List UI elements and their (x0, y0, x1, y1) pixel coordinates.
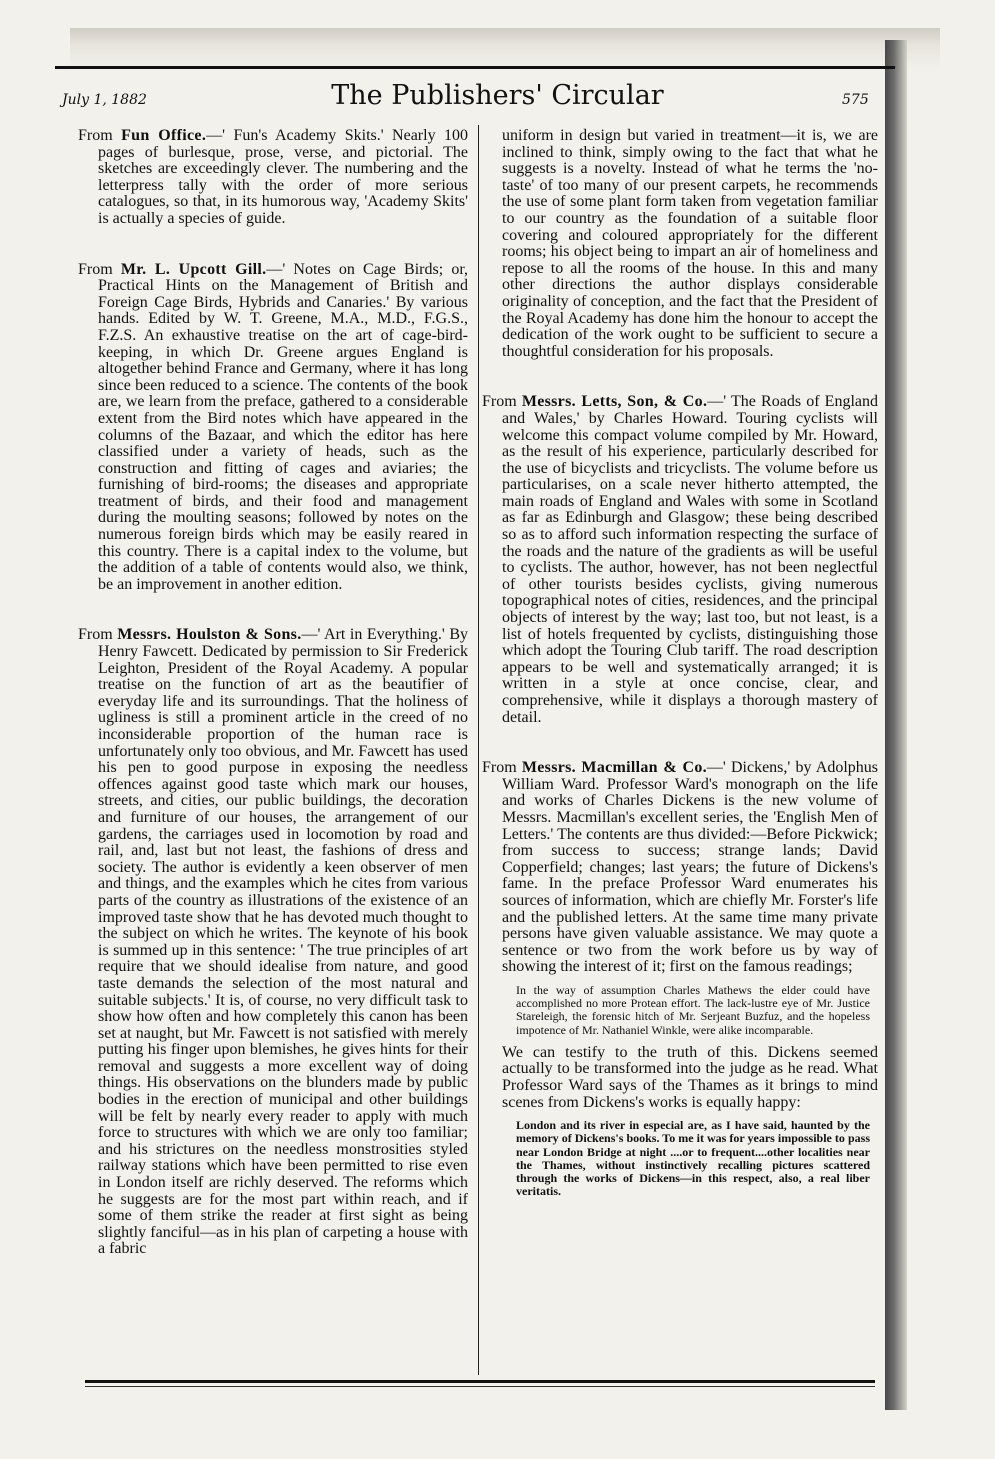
binding-edge (885, 40, 907, 1410)
entry-from: From (78, 626, 113, 644)
entry-text: —' The Roads of England and Wales,' by Charles Howard. Touring cyclists will welcome this compact volume compiled by Mr. Howard, as the result of his experience, particularly described for the use of bicyclists and tricyclists. The volume before us particularises, on a scale never hitherto attempted, the main roads of England and Wales with some in Scotland as far as Edinburgh and Glasgow; these being described so as to afford such information respecting the surface of the roads and the nature of the gradients as will be useful to cyclists. The author, however, has not been neglectful of other tourists besides cyclists, giving numerous topographical notes of cities, residences, and the principal objects of interest by the way; last too, but not least, is a list of hotels frequented by cyclists, distinguishing those which adopt the Touring Club tariff. The road description appears to be well and systematically arranged; it is written in a style at once concise, clear, and comprehensive, while it displays a thorough mastery of detail. (502, 393, 878, 726)
review-entry (482, 760, 878, 976)
entry-from: From (482, 393, 517, 411)
entry-text: —' Dickens,' by Adolphus William Ward. Professor Ward's monograph on the life and works of Charles Dickens is the new volume of Messrs. Macmillan's excellent series, the 'English Men of Letters.' The contents are thus divided:—Before Pickwick; from success to success; strange lands; David Copperfield; changes; last years; the future of Dickens's fame. In the preface Professor Ward enumerates his sources of information, which are chiefly Mr. Forster's life and the published letters. At the same time many private persons have given valuable assistance. We may quote a sentence or two from the work before us by way of showing the interest of it; first on the famous readings; (502, 759, 878, 976)
entry-from: From (482, 759, 517, 777)
continued-text: uniform in design but varied in treatment—it is, we are inclined to think, simply owing to the fact that what he suggests is a novelty. Instead of what he terms the 'no-taste' of too many of our present carpets, he recommends the use of some plant form taken from vegetation familiar to our country as the foundation of a suitable floor covering and coloured appropriately for the different rooms; his object being to impart an air of homeliness and repose to all the rooms of the house. In this and many other directions the author displays considerable originality of conception, and the fact that the President of the Royal Academy has done him the honour to accept the dedication of the work ought to be sufficient to secure a thoughtful consideration for his proposals. (502, 127, 878, 360)
entry-publisher: Messrs. Macmillan & Co. (521, 759, 707, 777)
entry-text: —' Notes on Cage Birds; or, Practical Hints on the Management of British and Foreign Cage Birds, Hybrids and Canaries.' By various hands. Edited by W. T. Greene, M.A., M.D., F.G.S., F.Z.S. An exhaustive treatise on the art of cage-bird-keeping, in which Dr. Greene argues England is altogether behind France and Germany, where it has long since been reduced to a science. The contents of the book are, we learn from the preface, gathered to a considerable extent from the Bird notes which have appeared in the columns of the Bazaar, and which the editor has here classified under a variety of heads, such as the construction and fitting of cages and aviaries; the furnishing of bird-rooms; the diseases and appropriate treatment of birds, and their food and management during the moulting seasons; followed by notes on the numerous foreign birds which may be easily reared in this country. There is a capital index to the volume, but the addition of a table of contents would also, we think, be an improvement in another edition. (98, 260, 469, 593)
entry-text: —' Art in Everything.' By Henry Fawcett. Dedicated by permission to Sir Frederick Leighton, President of the Royal Academy. A popular treatise on the function of art as the beautifier of everyday life and its surroundings. That the holiness of ugliness is still a prominent article in the creed of no inconsiderable proportion of the human race is unfortunately only too obvious, and Mr. Fawcett has used his pen to good purpose in exposing the needless offences against good taste which mark our houses, streets, and cities, our public buildings, the decoration and furniture of our houses, the arrangement of our gardens, the carriages used in locomotion by road and rail, and, last but not least, the fashions of dress and society. The author is evidently a keen observer of men and things, and the examples which he cites from various parts of the country as illustrations of the existence of an improved taste show that he has devoted much thought to the subject on which he writes. The keynote of his book is summed up in this sentence: ' The true principles of art require that we should idealise from nature, and good taste demands the selection of the most natural and suitable subjects.' It is, of course, no very difficult task to show how often and how completely this canon has been set at naught, but Mr. Fawcett is not satisfied with merely putting his finger upon blemishes, he gives hints for their removal and suggests a more excellent way of doing things. His observations on the blunders made by public bodies in the erection of municipal and other buildings will be felt by nearly every reader to apply with much force to structures with which we are only too familiar; and his strictures on the needless monstrosities styled railway stations which have been permitted to rise even in London itself are richly deserved. The reforms which he suggests are for the most part within reach, and if some of them strike the reader at first sight as being slightly fanciful—as in his plan of carpeting a house with a fabric (98, 626, 468, 1258)
entry-publisher: Mr. L. Upcott Gill. (120, 260, 267, 278)
body-paragraph: We can testify to the truth of this. Dickens seemed actually to be transformed into the judge as he read. What Professor Ward says of the Thames as it brings to mind scenes from Dickens's works is equally happy: (502, 1043, 878, 1111)
footer-rule-thin (85, 1386, 875, 1387)
header-rule (55, 66, 895, 69)
right-column (482, 128, 878, 1206)
entry-from: From (78, 127, 113, 144)
entry-publisher: Messrs. Letts, Son, & Co. (521, 393, 708, 411)
page-top-edge (70, 28, 940, 70)
entry-publisher: Messrs. Houlston & Sons. (117, 626, 302, 644)
review-entry (78, 262, 468, 594)
journal-title: The Publishers' Circular (331, 80, 664, 111)
review-entry (482, 394, 878, 726)
entry-publisher: Fun Office. (121, 127, 207, 144)
left-column (78, 128, 468, 1258)
review-entry (78, 128, 468, 228)
footer-rule (85, 1380, 875, 1383)
review-entry (78, 627, 468, 1258)
entry-text: —' Fun's Academy Skits.' Nearly 100 pages of burlesque, prose, verse, and pictorial. The sketches are exceedingly clever. The numbering and the letterpress tally with the order of more serious catalogues, so that, in its humorous way, 'Academy Skits' is actually a species of guide. (98, 127, 468, 227)
entry-from: From (78, 260, 113, 278)
issue-date: July 1, 1882 (62, 92, 147, 108)
page-number: 575 (842, 92, 869, 108)
block-quote: In the way of assumption Charles Mathews the elder could have accomplished no more Protean effort. The lack-lustre eye of Mr. Justice Stareleigh, the forensic hitch of Mr. Serjeant Buzfuz, and the hopeless impotence of Mr. Nathaniel Winkle, were alike incomparable. (516, 982, 870, 1037)
block-quote: London and its river in especial are, as I have said, haunted by the memory of Dickens's books. To me it was for years impossible to pass near London Bridge at night ....or to frequent....other localities near the Thames, without instinctively recalling pictures scattered through the works of Dickens—in this respect, also, a real liber veritatis. (516, 1118, 870, 1199)
column-divider (478, 125, 479, 1375)
